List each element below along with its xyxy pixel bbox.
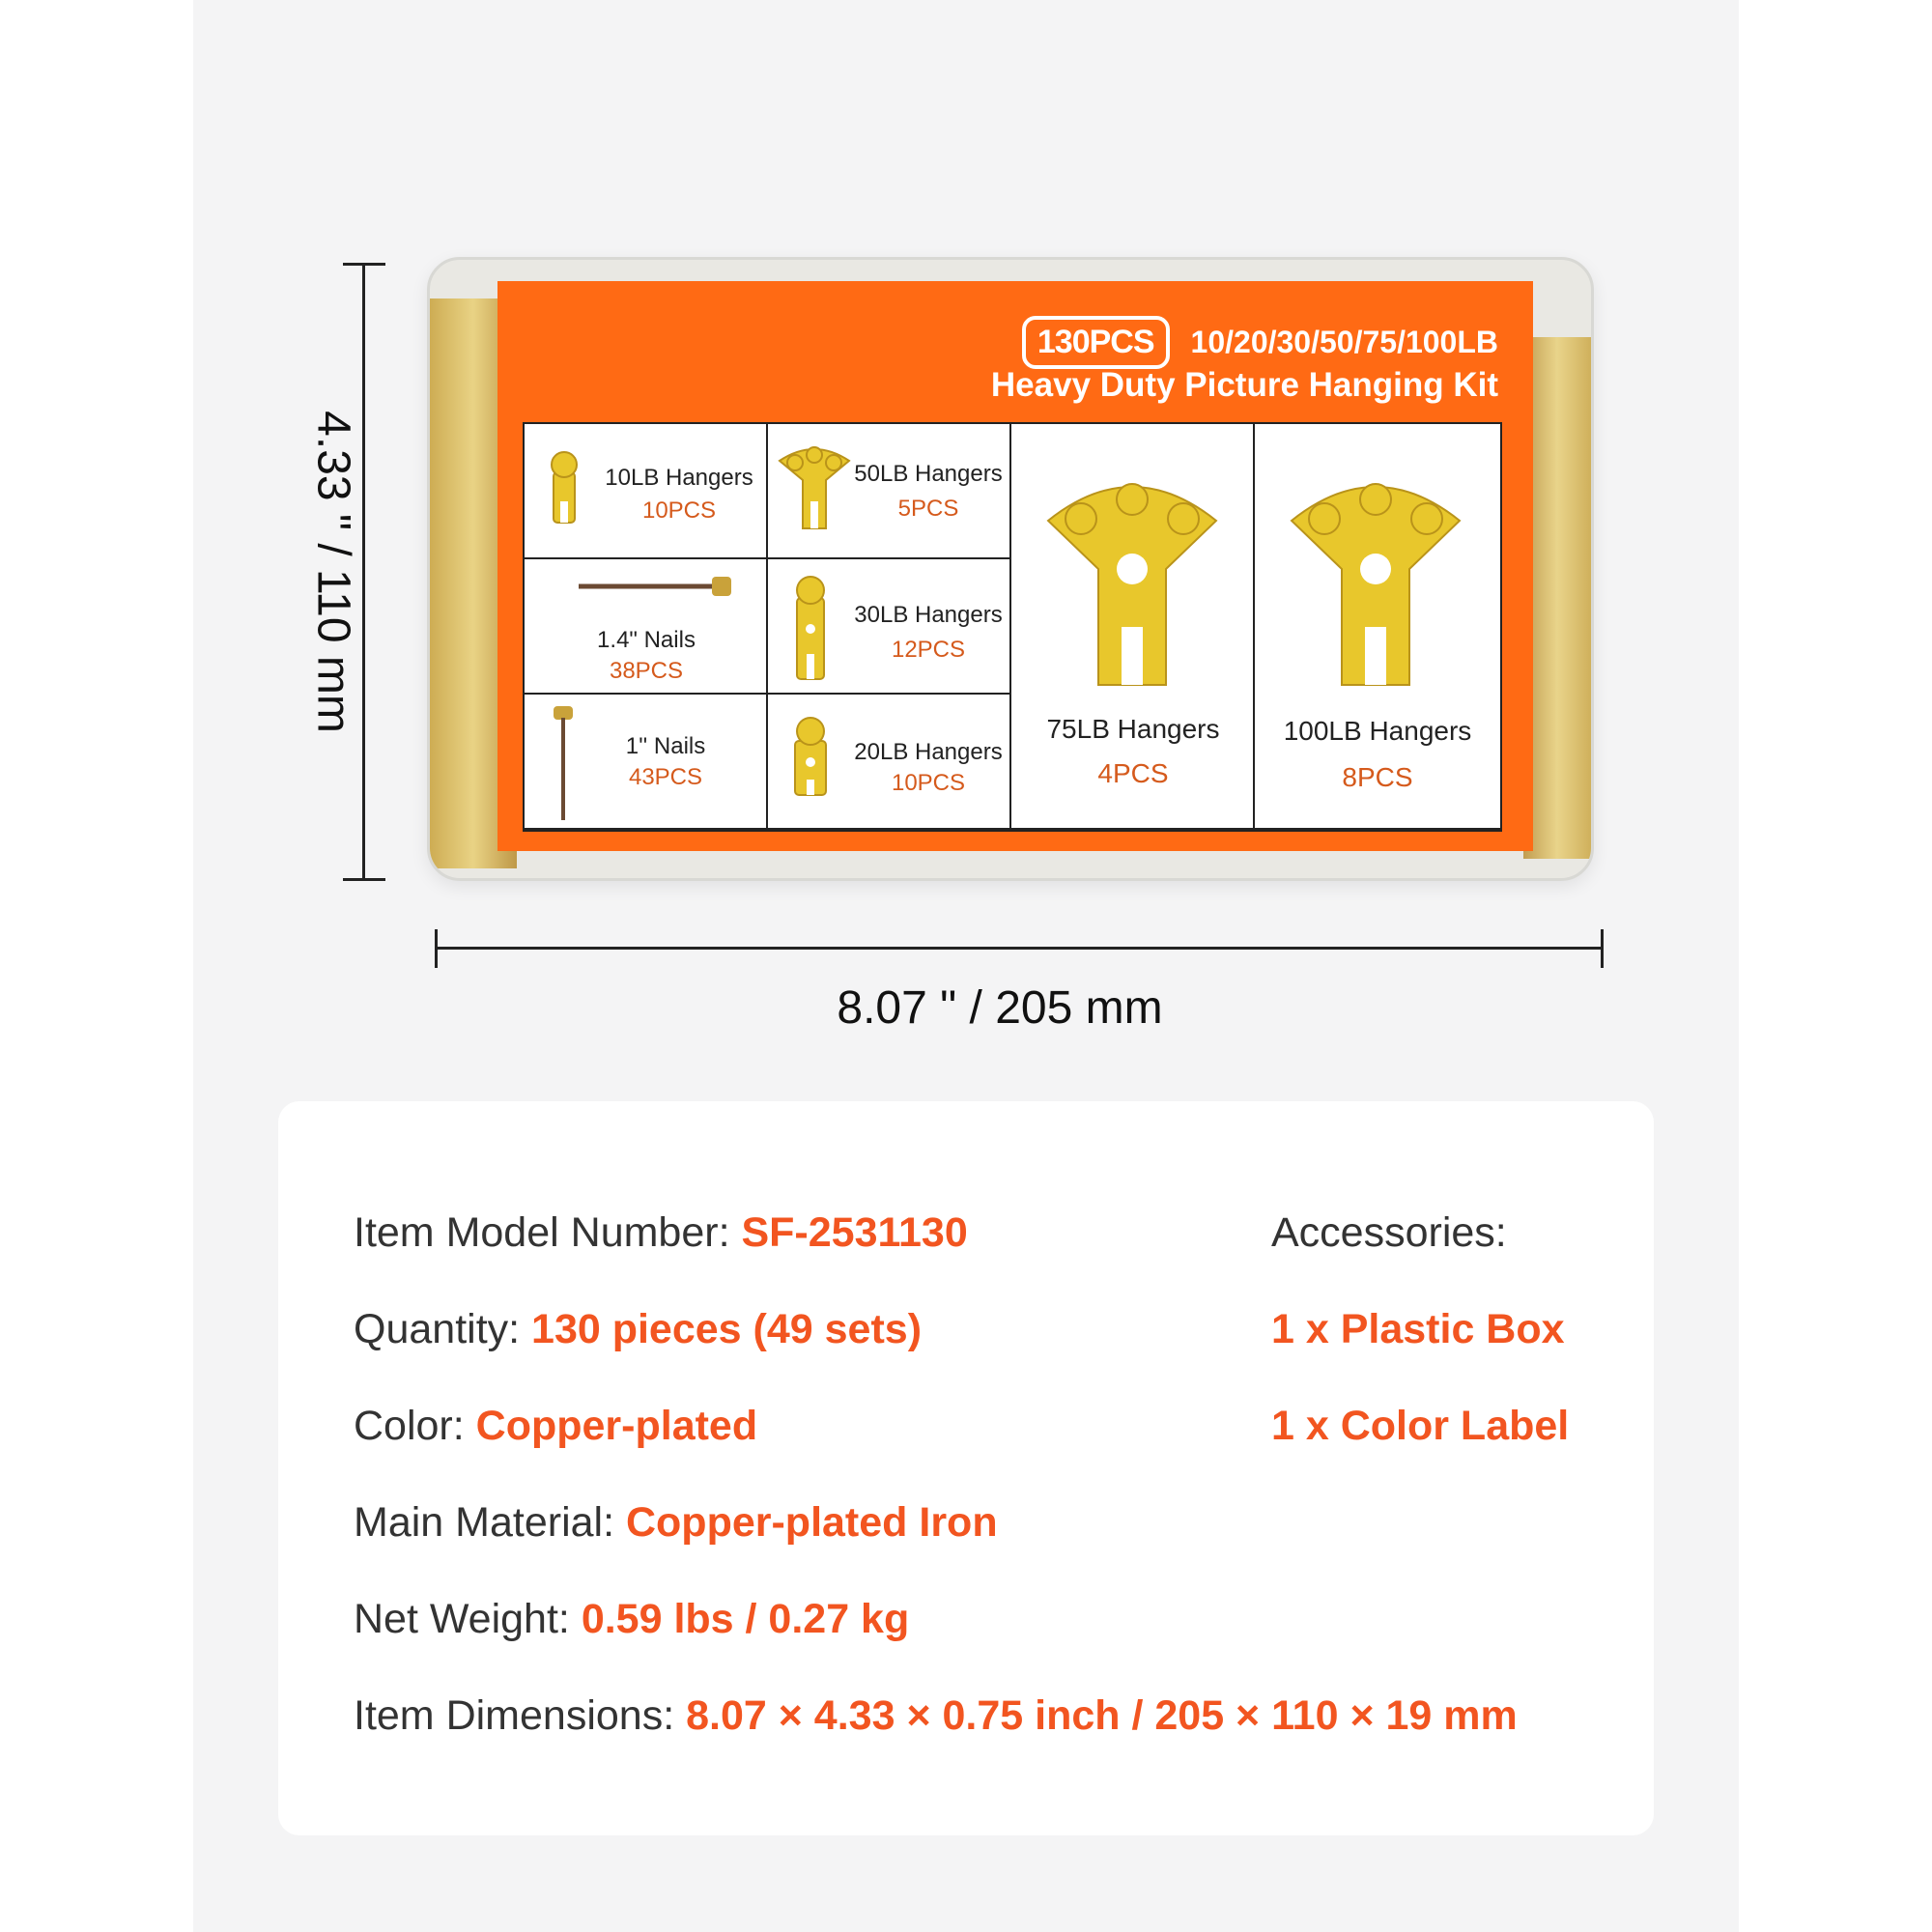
item-qty: 43PCS xyxy=(628,764,703,790)
spec-value: SF-2531130 xyxy=(741,1209,968,1256)
spec-main-material xyxy=(354,1499,998,1547)
item-qty: 38PCS xyxy=(609,658,684,684)
accessory-item: 1 x Color Label xyxy=(1271,1403,1570,1449)
heavy-hanger-icon xyxy=(1040,463,1224,695)
spec-value: Copper-plated xyxy=(475,1403,758,1449)
height-dimension-cap-bottom xyxy=(343,878,385,881)
item-name: 1'' Nails xyxy=(625,733,706,759)
contents-grid xyxy=(523,422,1502,832)
spec-label: Quantity: xyxy=(354,1306,532,1352)
piece-count-badge: 130PCS xyxy=(1022,316,1170,369)
spec-value: 0.59 lbs / 0.27 kg xyxy=(581,1596,910,1642)
brass-hardware-right xyxy=(1523,337,1591,859)
accessories-heading: Accessories: xyxy=(1271,1209,1507,1256)
hanger-icon xyxy=(789,571,832,687)
width-dimension-line xyxy=(435,947,1604,950)
item-name: 100LB Hangers xyxy=(1283,716,1472,746)
spec-label: Item Model Number: xyxy=(354,1209,742,1256)
item-qty: 12PCS xyxy=(891,637,966,663)
item-qty: 10PCS xyxy=(891,770,966,796)
item-qty: 10PCS xyxy=(641,497,717,524)
accessory-item: 1 x Plastic Box xyxy=(1271,1306,1565,1352)
heavy-hanger-icon xyxy=(1284,463,1467,695)
grid-cell-100lb-hangers xyxy=(1255,424,1500,830)
nail-icon xyxy=(579,575,733,598)
spec-color xyxy=(354,1403,757,1450)
item-name: 1.4" Nails xyxy=(597,627,696,653)
spec-value: 8.07 × 4.33 × 0.75 inch / 205 × 110 × 19 mm xyxy=(686,1692,1518,1739)
spec-value: 130 pieces (49 sets) xyxy=(531,1306,923,1352)
hanger-icon xyxy=(789,712,832,818)
product-storage-box xyxy=(427,257,1594,881)
spec-quantity xyxy=(354,1306,922,1353)
spec-label: Color: xyxy=(354,1403,476,1449)
grid-cell-10lb-hangers xyxy=(525,424,768,559)
width-dimension-cap-right xyxy=(1601,929,1604,968)
grid-cell-30lb-hangers xyxy=(768,559,1011,695)
height-dimension-label: 4.33 " / 110 mm xyxy=(307,411,359,733)
spec-item-dimensions xyxy=(354,1692,1518,1740)
height-dimension-cap-top xyxy=(343,263,385,266)
kit-title: Heavy Duty Picture Hanging Kit xyxy=(990,366,1498,404)
height-dimension-line xyxy=(362,263,365,881)
grid-cell-50lb-hangers xyxy=(768,424,1011,559)
item-qty: 4PCS xyxy=(1097,758,1169,788)
item-name: 30LB Hangers xyxy=(854,602,1003,628)
spec-label: Main Material: xyxy=(354,1499,626,1546)
spec-model-number xyxy=(354,1209,968,1257)
item-name: 20LB Hangers xyxy=(854,739,1003,765)
spec-net-weight xyxy=(354,1596,909,1643)
triple-hanger-icon xyxy=(776,441,853,538)
box-color-label xyxy=(497,281,1533,851)
item-name: 50LB Hangers xyxy=(854,461,1003,487)
spec-label: Item Dimensions: xyxy=(354,1692,687,1739)
grid-cell-1-4-nails xyxy=(525,559,768,695)
specification-card xyxy=(278,1101,1654,1835)
spec-label: Net Weight: xyxy=(354,1596,582,1642)
item-qty: 5PCS xyxy=(897,496,959,522)
grid-cell-20lb-hangers xyxy=(768,695,1011,830)
grid-cell-75lb-hangers xyxy=(1011,424,1255,830)
item-name: 75LB Hangers xyxy=(1046,714,1220,744)
item-qty: 8PCS xyxy=(1342,762,1413,792)
weight-range: 10/20/30/50/75/100LB xyxy=(1190,325,1498,359)
spec-value: Copper-plated Iron xyxy=(625,1499,998,1546)
width-dimension-label: 8.07 " / 205 mm xyxy=(837,982,1163,1034)
width-dimension-cap-left xyxy=(435,929,438,968)
small-hanger-icon xyxy=(546,443,584,530)
label-header xyxy=(1022,316,1498,369)
grid-cell-1-nails xyxy=(525,695,768,830)
item-name: 10LB Hangers xyxy=(605,465,753,491)
